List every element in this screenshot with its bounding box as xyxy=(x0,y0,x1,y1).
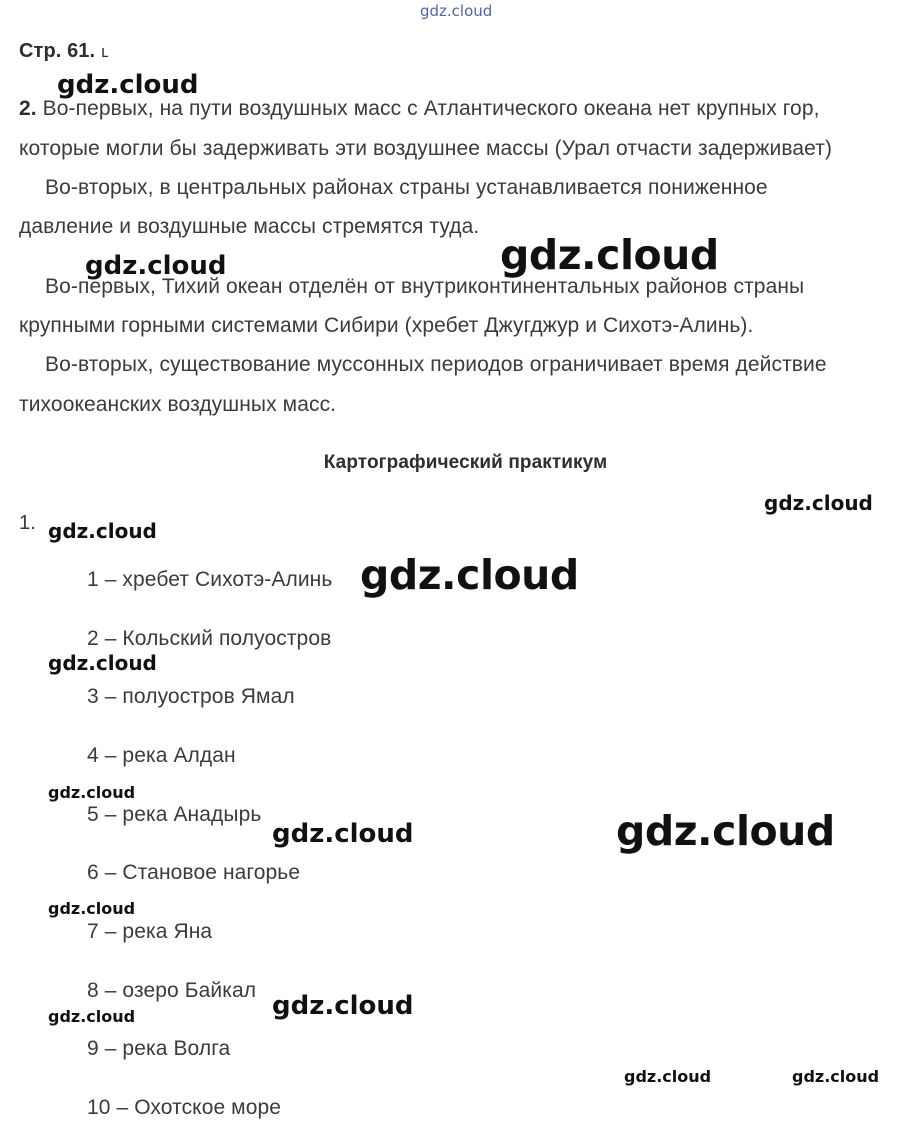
watermark: gdz.cloud xyxy=(48,1007,136,1026)
list-item: 5 – река Анадырь xyxy=(87,803,262,826)
watermark: gdz.cloud xyxy=(272,991,414,1021)
watermark: gdz.cloud xyxy=(500,231,719,279)
watermark: gdz.cloud xyxy=(57,70,199,100)
answer2-line-7: Во-вторых, существование муссонных периодов ограничивает время действие xyxy=(45,353,827,376)
watermark: gdz.cloud xyxy=(420,2,493,20)
section-title: Картографический практикум xyxy=(323,452,608,473)
answer2-line-8: тихоокеанских воздушных масс. xyxy=(19,393,337,416)
list-item: 9 – река Волга xyxy=(87,1037,231,1060)
list-item: 10 – Охотское море xyxy=(87,1096,282,1119)
page-reference-label: Стр. 61. xyxy=(19,40,96,62)
list-item: 6 – Становое нагорье xyxy=(87,861,301,884)
list-item: 3 – полуостров Ямал xyxy=(87,685,295,708)
answer2-line-6: крупными горными системами Сибири (хребет Джугджур и Сихотэ-Алинь). xyxy=(19,314,754,337)
answer2-line-5: Во-первых, Тихий океан отделён от внутриконтинентальных районов страны xyxy=(45,275,805,298)
list-item: 7 – река Яна xyxy=(87,920,213,943)
answer2-line-1 xyxy=(19,97,820,121)
answer2-text-1: Во-первых, на пути воздушных масс с Атлантического океана нет крупных гор, xyxy=(42,97,820,120)
answer2-line-4: давление и воздушные массы стремятся туда. xyxy=(19,215,480,238)
watermark: gdz.cloud xyxy=(764,491,873,515)
watermark: gdz.cloud xyxy=(48,783,136,802)
watermark: gdz.cloud xyxy=(85,251,227,281)
watermark: gdz.cloud xyxy=(616,807,835,855)
answer2-line-2: которые могли бы задерживать эти воздушнее массы (Урал отчасти задерживает) xyxy=(19,137,833,160)
answer1-number: 1. xyxy=(19,512,36,534)
list-item: 1 – хребет Сихотэ-Алинь xyxy=(87,568,333,591)
watermark: gdz.cloud xyxy=(48,899,136,918)
watermark: gdz.cloud xyxy=(48,519,157,543)
list-item: 4 – река Алдан xyxy=(87,744,236,767)
watermark: gdz.cloud xyxy=(48,651,157,675)
page-reference xyxy=(19,40,108,63)
list-item: 2 – Кольский полуостров xyxy=(87,627,332,650)
watermark: gdz.cloud xyxy=(624,1067,712,1086)
watermark: gdz.cloud xyxy=(360,551,579,599)
list-item: 8 – озеро Байкал xyxy=(87,979,257,1002)
answer2-number: 2. xyxy=(19,97,37,120)
watermark: gdz.cloud xyxy=(272,819,414,849)
page-reference-mark: ւ xyxy=(100,44,108,61)
answer2-line-3: Во-вторых, в центральных районах страны устанавливается пониженное xyxy=(45,176,768,199)
watermark: gdz.cloud xyxy=(792,1067,880,1086)
